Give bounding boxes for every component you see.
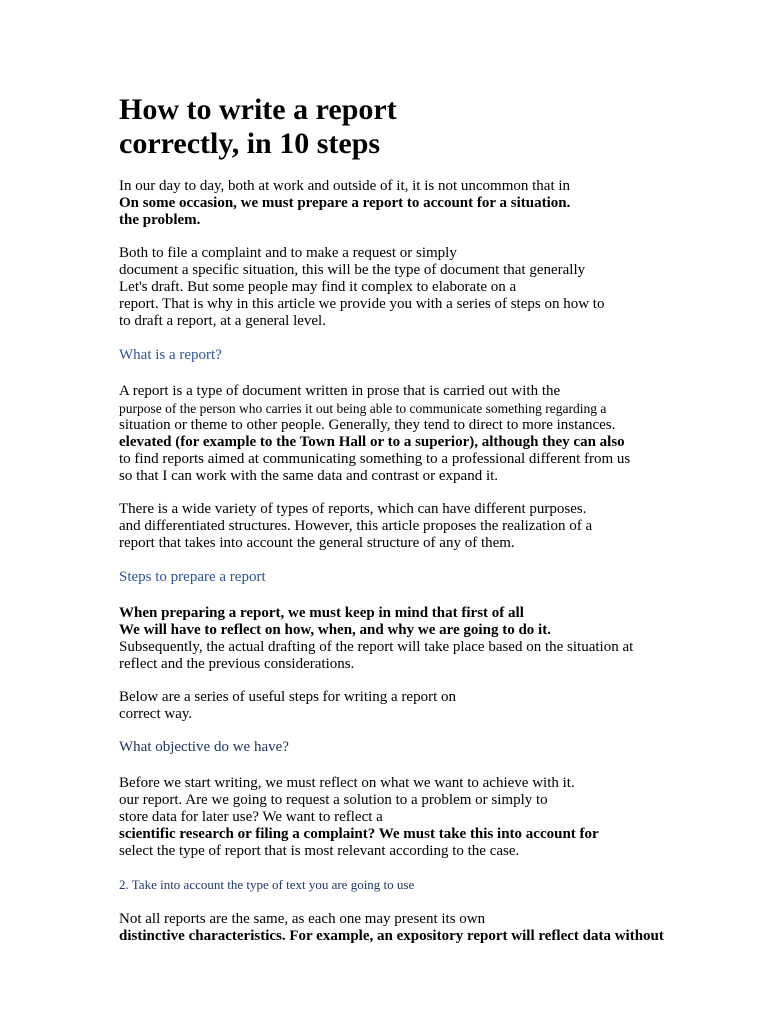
intro-line-1: In our day to day, both at work and outside of it, it is not uncommon that in <box>119 178 571 194</box>
para3-line-5: to find reports aimed at communicating something to a professional different from us <box>119 451 631 467</box>
para3-line-1: A report is a type of document written in prose that is carried out with the <box>119 383 561 399</box>
para2-line-3: Let's draft. But some people may find it complex to elaborate on a <box>119 279 517 295</box>
para5-line-2: We will have to reflect on how, when, and why we are going to do it. <box>119 622 551 638</box>
para3-line-2: purpose of the person who carries it out being able to communicate something regarding a <box>119 401 607 416</box>
para2-line-1: Both to file a complaint and to make a request or simply <box>119 245 457 261</box>
title-line-2: correctly, in 10 steps <box>119 127 381 160</box>
para4-line-3: report that takes into account the general structure of any of them. <box>119 535 515 551</box>
para7-line-5: select the type of report that is most relevant according to the case. <box>119 843 520 859</box>
para6-line-1: Below are a series of useful steps for writing a report on <box>119 689 456 705</box>
heading-steps-to-prepare: Steps to prepare a report <box>119 569 266 585</box>
para3-line-4: elevated (for example to the Town Hall or to a superior), although they can also <box>119 434 625 450</box>
para7-line-4: scientific research or filing a complaint? We must take this into account for <box>119 826 599 842</box>
title-line-1: How to write a report <box>119 93 397 126</box>
para2-line-2: document a specific situation, this will be the type of document that generally <box>119 262 586 278</box>
para2-line-4: report. That is why in this article we provide you with a series of steps on how to <box>119 296 605 312</box>
para4-line-2: and differentiated structures. However, this article proposes the realization of a <box>119 518 593 534</box>
heading-step-2: 2. Take into account the type of text you are going to use <box>119 877 415 892</box>
para5-line-3: Subsequently, the actual drafting of the report will take place based on the situation at <box>119 639 634 655</box>
para7-line-1: Before we start writing, we must reflect on what we want to achieve with it. <box>119 775 575 791</box>
para7-line-3: store data for later use? We want to reflect a <box>119 809 383 825</box>
page-title <box>119 93 679 161</box>
para5-line-1: When preparing a report, we must keep in mind that first of all <box>119 605 524 621</box>
para5-line-4: reflect and the previous considerations. <box>119 656 355 672</box>
para7-line-2: our report. Are we going to request a solution to a problem or simply to <box>119 792 548 808</box>
heading-what-objective: What objective do we have? <box>119 739 289 755</box>
intro-line-2: On some occasion, we must prepare a report to account for a situation. <box>119 195 571 211</box>
para4-line-1: There is a wide variety of types of reports, which can have different purposes. <box>119 501 587 517</box>
intro-line-3: the problem. <box>119 212 201 228</box>
para3-line-3: situation or theme to other people. Generally, they tend to direct to more instances. <box>119 417 616 433</box>
para3-line-6: so that I can work with the same data and contrast or expand it. <box>119 468 499 484</box>
para8-line-2: distinctive characteristics. For example, an expository report will reflect data without <box>119 928 664 944</box>
para6-line-2: correct way. <box>119 706 193 722</box>
para8-line-1: Not all reports are the same, as each one may present its own <box>119 911 486 927</box>
heading-what-is-a-report: What is a report? <box>119 347 222 363</box>
para2-line-5: to draft a report, at a general level. <box>119 313 326 329</box>
